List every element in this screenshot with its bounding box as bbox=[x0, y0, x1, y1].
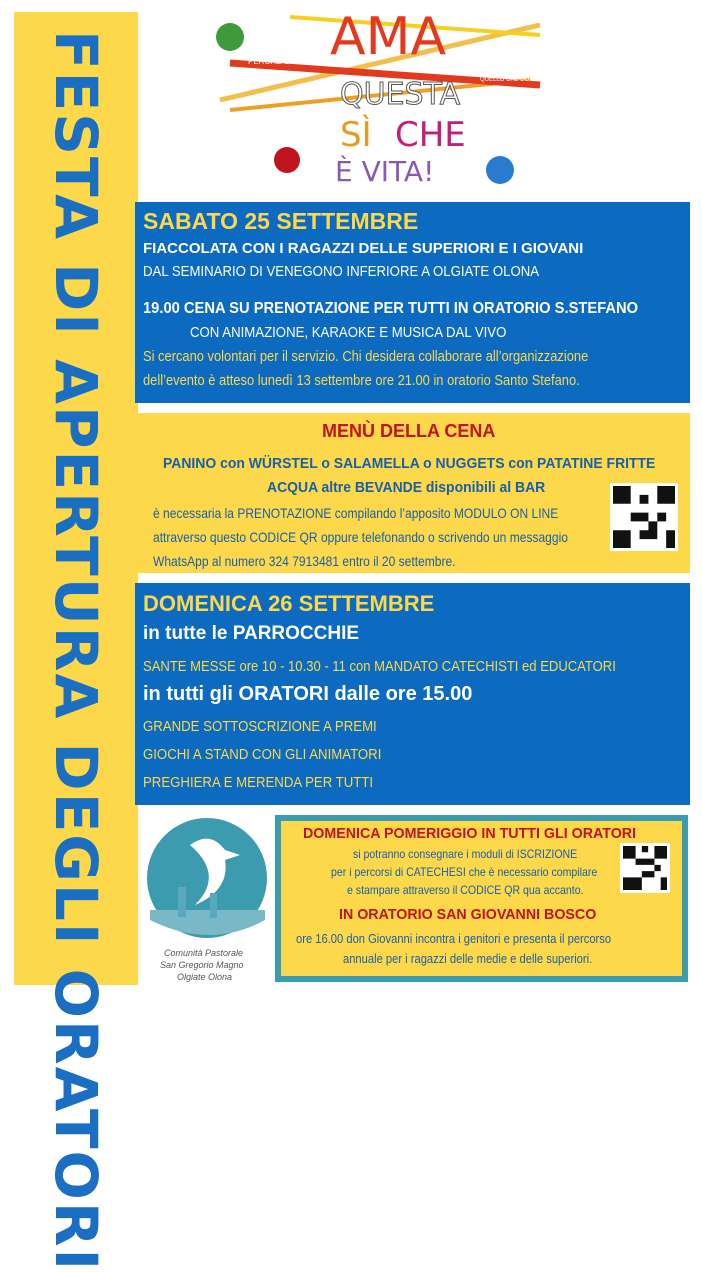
saturday-line3: 19.00 CENA SU PRENOTAZIONE PER TUTTI IN ORATORIO S.STEFANO bbox=[143, 300, 639, 317]
logo-line3: Olgiate Olona bbox=[177, 972, 233, 982]
hero-word-ama: AMA bbox=[330, 7, 447, 67]
saturday-section bbox=[135, 202, 690, 403]
afternoon-line5: annuale per i ragazzi delle medie e delle superiori. bbox=[343, 951, 593, 966]
afternoon-section bbox=[275, 815, 688, 982]
saturday-line1: FIACCOLATA CON I RAGAZZI DELLE SUPERIORI E I GIOVANI bbox=[143, 240, 584, 257]
sunday-item: PREGHIERA E MERENDA PER TUTTI bbox=[143, 774, 374, 791]
hero-artwork bbox=[200, 5, 562, 200]
saturday-line6: dell’evento è atteso lunedì 13 settembre ore 21.00 in oratorio Santo Stefano. bbox=[143, 372, 580, 389]
menu-line2: ACQUA altre BEVANDE disponibili al BAR bbox=[267, 479, 546, 496]
menu-section bbox=[135, 413, 690, 573]
sunday-item: GRANDE SOTTOSCRIZIONE A PREMI bbox=[143, 718, 377, 735]
saturday-line2: DAL SEMINARIO DI VENEGONO INFERIORE A OLGIATE OLONA bbox=[143, 263, 540, 280]
afternoon-line2: per i percorsi di CATECHESI che è necessario compilare bbox=[331, 865, 598, 879]
ribbon-right: QUELLO CHE DOVE FINCHÉ bbox=[480, 77, 562, 83]
arrow-icon bbox=[486, 156, 514, 184]
menu-line4: attraverso questo CODICE QR oppure telefonando o scrivendo un messaggio bbox=[153, 529, 568, 545]
sunday-line2: SANTE MESSE ore 10 - 10.30 - 11 con MANDATO CATECHISTI ed EDUCATORI bbox=[143, 658, 616, 675]
sunday-item: GIOCHI A STAND CON GLI ANIMATORI bbox=[143, 746, 382, 763]
flower-icon bbox=[216, 23, 244, 51]
hero-word-vita: È VITA! bbox=[335, 155, 435, 188]
side-title: FESTA DI APERTURA DEGLI ORATORI bbox=[42, 30, 110, 1272]
menu-line1: PANINO con WÜRSTEL o SALAMELLA o NUGGETS con PATATINE FRITTE bbox=[163, 455, 656, 472]
sunday-line1: in tutte le PARROCCHIE bbox=[143, 623, 360, 644]
saturday-line4: CON ANIMAZIONE, KARAOKE E MUSICA DAL VIVO bbox=[190, 324, 507, 341]
menu-qr-code[interactable] bbox=[610, 483, 678, 551]
menu-line5: WhatsApp al numero 324 7913481 entro il 20 settembre. bbox=[153, 553, 456, 569]
saturday-line5: Si cercano volontari per il servizio. Chi desidera collaborare all’organizzazione bbox=[143, 348, 589, 365]
sunday-section bbox=[135, 583, 690, 805]
logo-line1: Comunità Pastorale bbox=[164, 948, 244, 958]
heart-icon bbox=[274, 147, 300, 173]
hero-word-che: CHE bbox=[395, 115, 466, 155]
saturday-heading: SABATO 25 SETTEMBRE bbox=[143, 208, 419, 234]
menu-line3: è necessaria la PRENOTAZIONE compilando l’apposito MODULO ON LINE bbox=[153, 505, 559, 521]
afternoon-heading2: IN ORATORIO SAN GIOVANNI BOSCO bbox=[339, 906, 597, 923]
afternoon-line1: si potranno consegnare i moduli di ISCRIZIONE bbox=[353, 847, 578, 861]
registration-qr-code[interactable] bbox=[620, 843, 670, 893]
sunday-line3: in tutti gli ORATORI dalle ore 15.00 bbox=[143, 683, 473, 705]
afternoon-heading: DOMENICA POMERIGGIO IN TUTTI GLI ORATORI bbox=[303, 825, 637, 842]
hero-word-questa: QUESTA bbox=[340, 77, 461, 112]
hero-word-si: SÌ bbox=[340, 115, 372, 155]
sunday-heading: DOMENICA 26 SETTEMBRE bbox=[143, 591, 435, 616]
menu-heading: MENÙ DELLA CENA bbox=[322, 421, 496, 441]
ribbon-left: PERCHÉ CON CHI bbox=[248, 57, 318, 66]
community-logo bbox=[140, 815, 275, 985]
afternoon-line3: e stampare attraverso il CODICE QR qua accanto. bbox=[347, 883, 584, 897]
afternoon-line4: ore 16.00 don Giovanni incontra i genitori e presenta il percorso bbox=[296, 931, 612, 946]
logo-line2: San Gregorio Magno bbox=[160, 960, 244, 970]
